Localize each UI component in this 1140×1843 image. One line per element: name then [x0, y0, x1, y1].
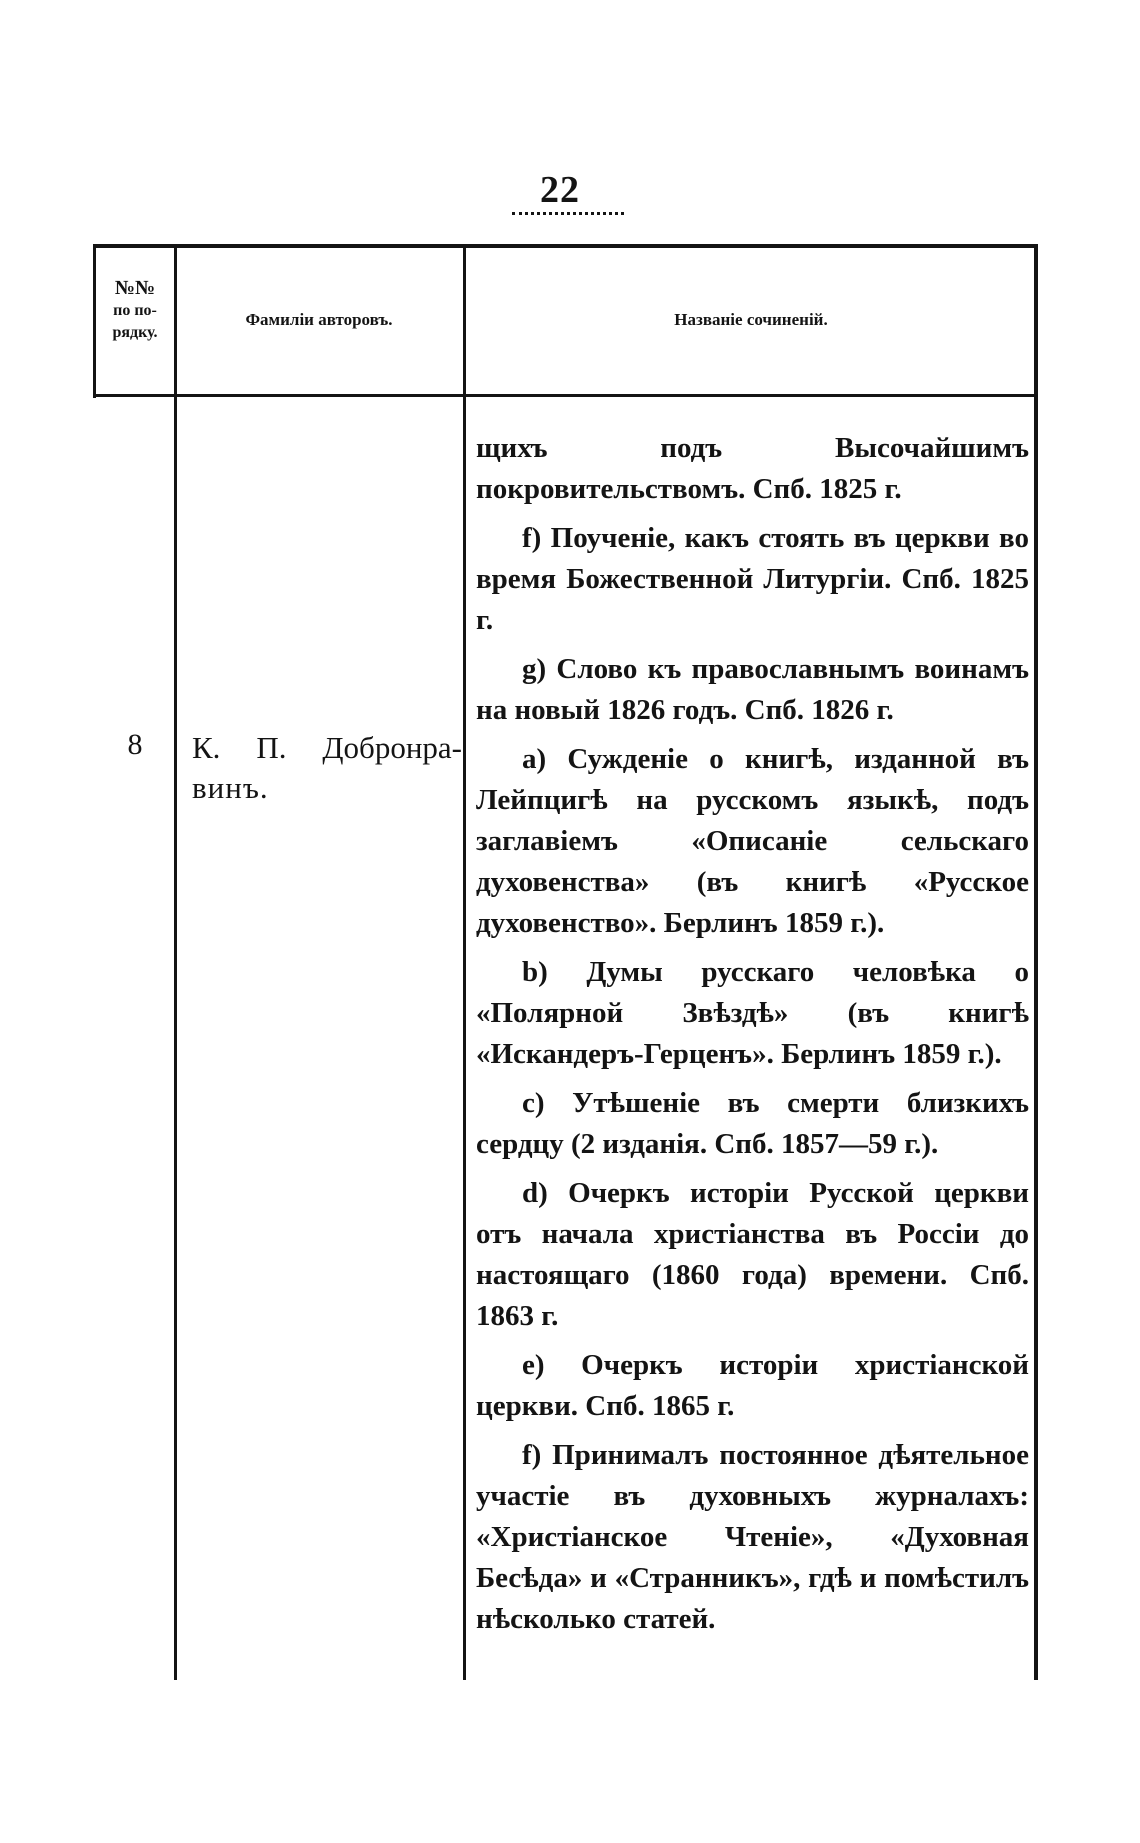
column-divider-right [1034, 244, 1038, 1680]
table-top-rule [93, 244, 1037, 248]
work-entry: c) Утѣшенiе въ смерти близкихъ сердцу (2 изданiя. Спб. 1857—59 г.). [476, 1087, 1029, 1160]
page-number-rule [512, 212, 624, 215]
header-number-column [97, 276, 173, 344]
author-name-line1: К. П. Добронра- [192, 730, 462, 765]
column-divider-left [93, 244, 96, 398]
header-authors: Фамилiи авторовъ. [245, 310, 393, 329]
work-entry: f) Поученiе, какъ стоять въ церкви во время Божественной Литургiи. Спб. 1825 г. [476, 522, 1029, 636]
work-entry: b) Думы русскаго человѣка о «Полярной Звѣздѣ» (въ книгѣ «Искандеръ-Герценъ». Берлинъ 1859 г.). [476, 956, 1029, 1070]
work-entry: а) Сужденiе о книгѣ, изданной въ Лейпцигѣ на русскомъ языкѣ, подъ заглавiемъ «Описанiе сельскаго духовенства» (въ книгѣ «Русское духовенство». Берлинъ 1859 г.). [476, 743, 1029, 939]
work-entry: g) Слово къ православнымъ воинамъ на новый 1826 годъ. Спб. 1826 г. [476, 653, 1029, 726]
work-entry-continued: щихъ подъ Высочайшимъ покровительствомъ. Спб. 1825 г. [476, 432, 1029, 505]
row-number: 8 [127, 728, 143, 761]
works-list [476, 428, 1029, 1640]
table-header-rule [93, 394, 1037, 397]
work-entry: d) Очеркъ исторiи Русской церкви отъ начала христiанства въ Россiи до настоящаго (1860 года) времени. Спб. 1863 г. [476, 1177, 1029, 1332]
column-divider-2 [463, 244, 466, 1680]
column-divider-1 [174, 244, 177, 1680]
work-entry: e) Очеркъ исторiи христiанской церкви. Спб. 1865 г. [476, 1349, 1029, 1422]
header-works: Названiе сочиненiй. [674, 310, 828, 329]
author-name [192, 728, 462, 808]
work-entry: f) Принималъ постоянное дѣятельное участiе въ духовныхъ журналахъ: «Христiанское Чтенiе», «Духовная Бесѣда» и «Странникъ», гдѣ и помѣстилъ нѣсколько статей. [476, 1439, 1029, 1635]
header-number-line1: по по- [113, 302, 157, 319]
page-number: 22 [540, 169, 580, 211]
author-name-line2: винъ. [192, 770, 269, 805]
header-number-line2: рядку. [112, 324, 158, 341]
header-number-symbol: №№ [114, 277, 156, 299]
